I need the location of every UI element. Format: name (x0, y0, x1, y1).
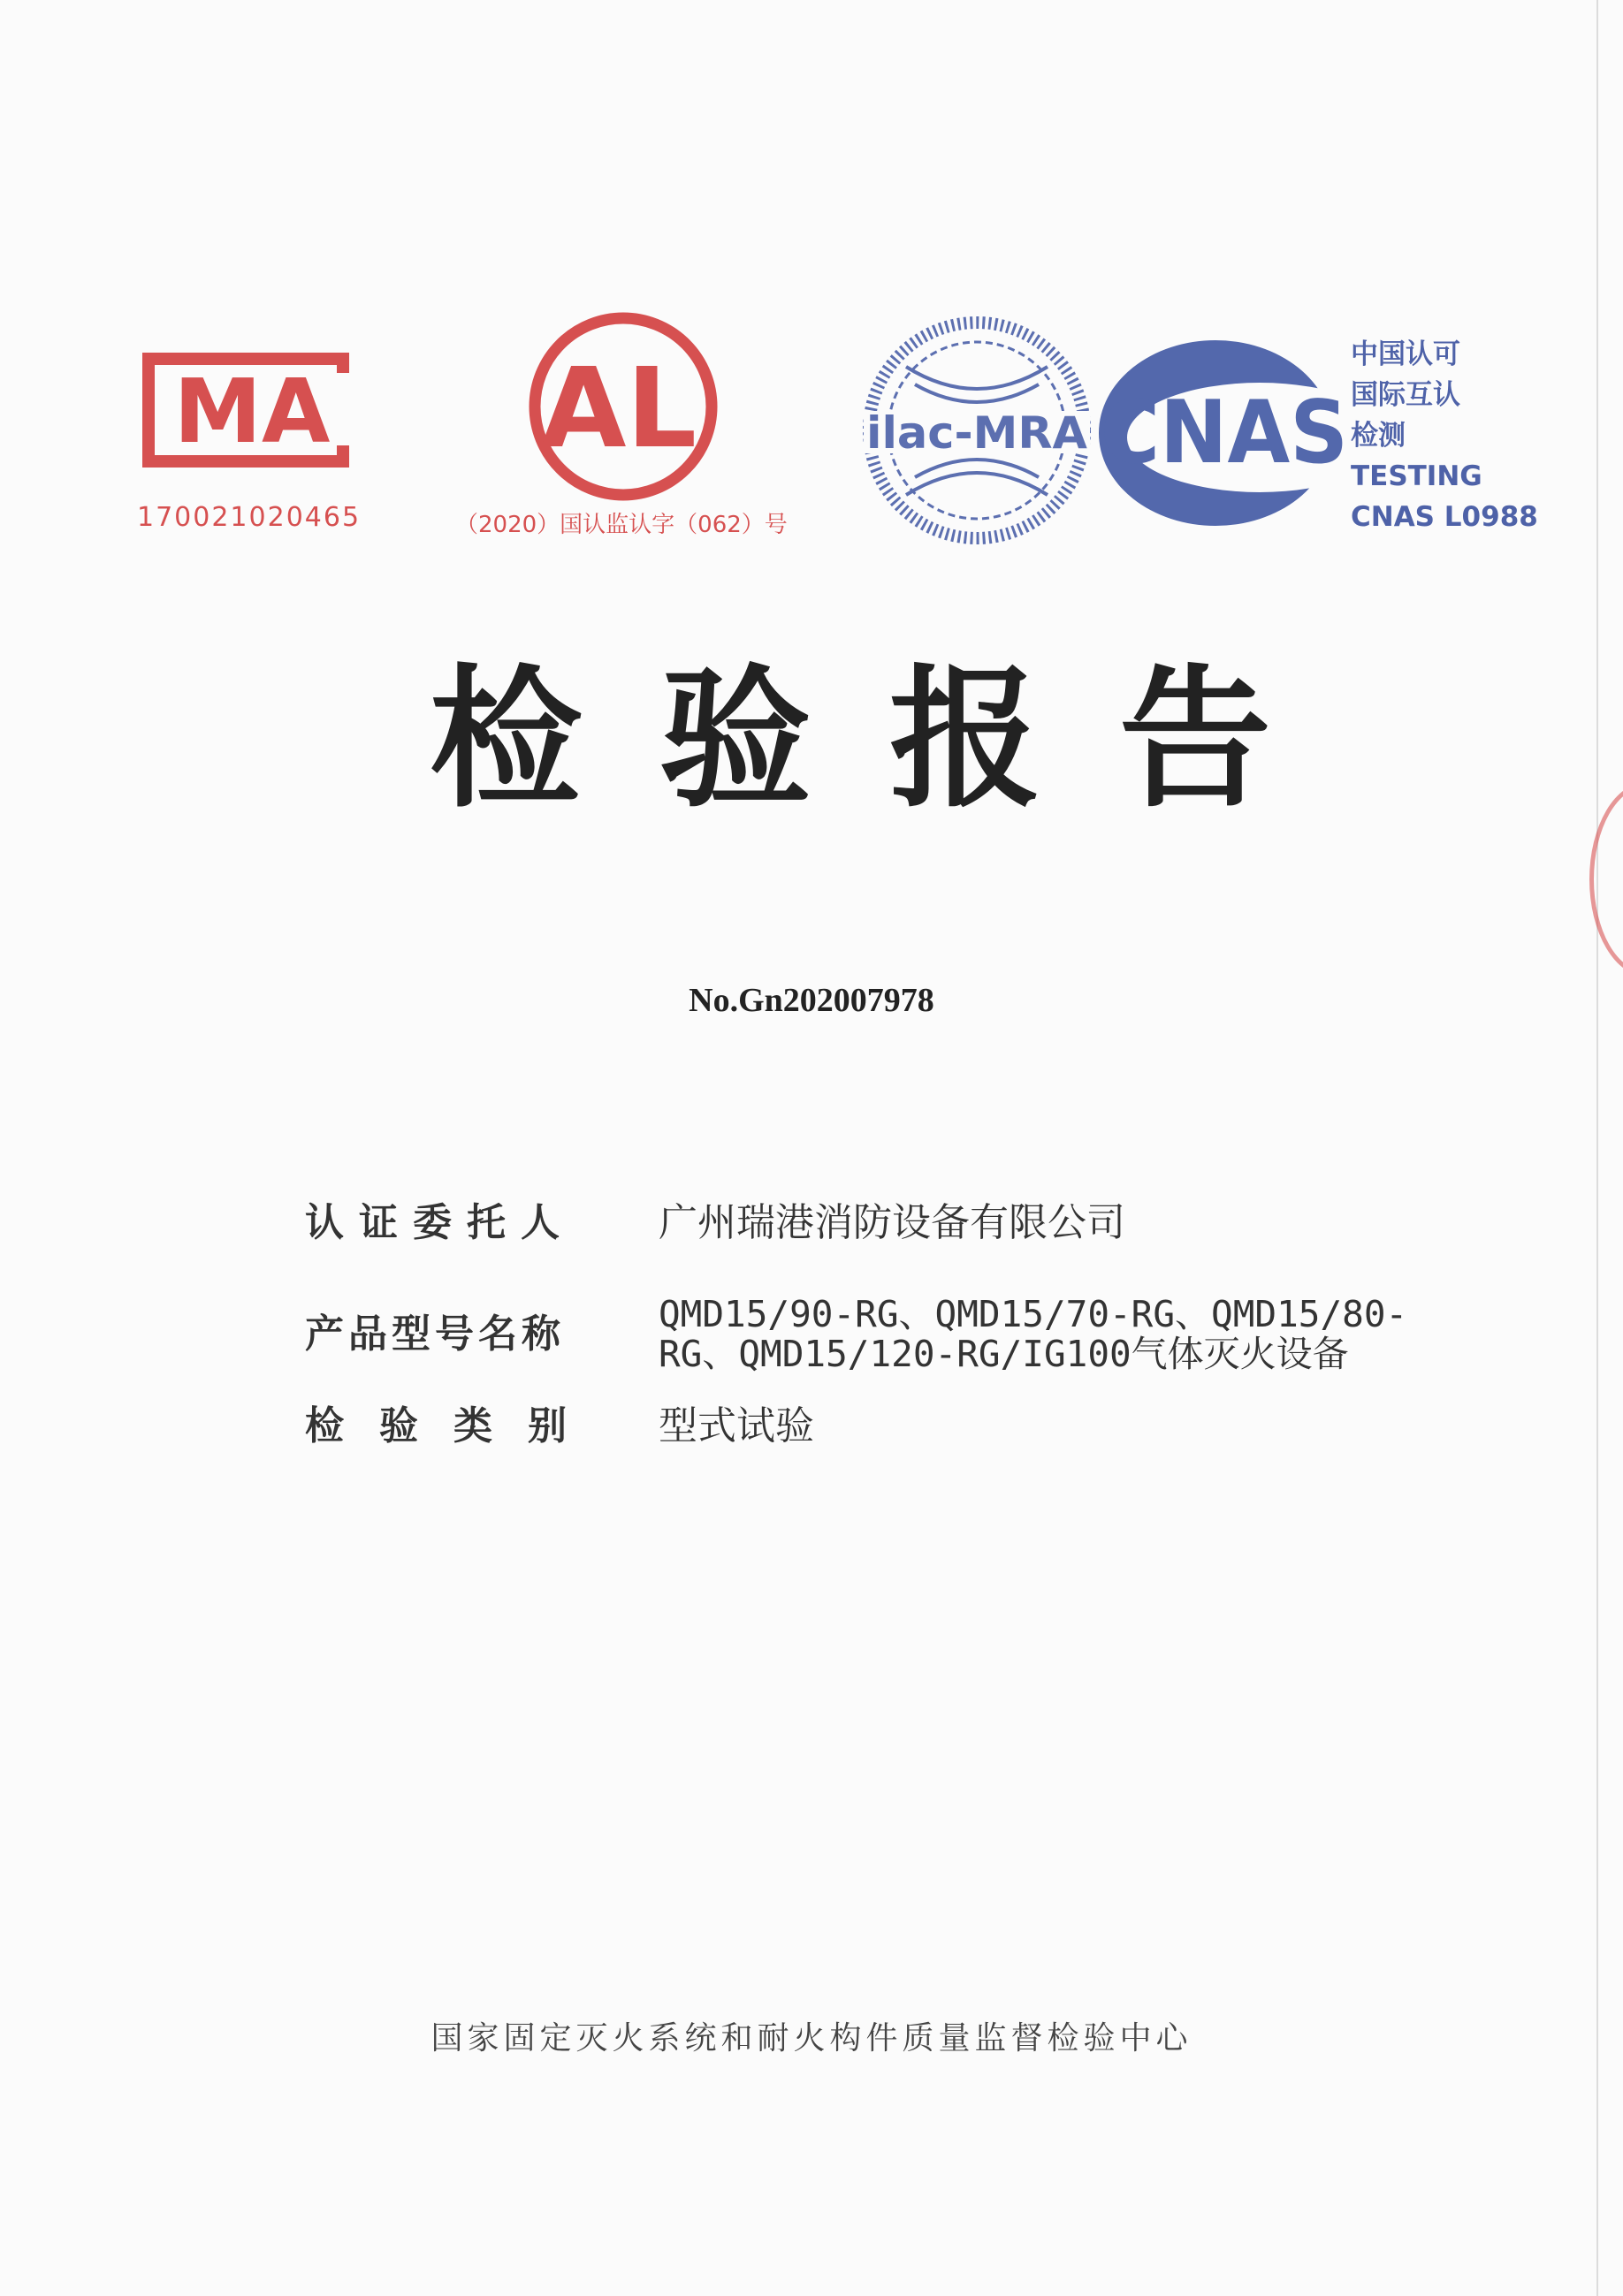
page-title: 检验报告 (430, 650, 1349, 828)
client-label: 认证委托人 (305, 1200, 575, 1245)
issuing-organization: 国家固定灭火系统和耐火构件质量监督检验中心 (431, 2020, 1192, 2057)
product-value-line: RG、QMD15/120-RG/IG100气体灭火设备 (659, 1333, 1349, 1376)
al-logo (513, 305, 734, 508)
inspection-type-value: 型式试验 (659, 1403, 814, 1448)
product-value-line: QMD15/90-RG、QMD15/70-RG、QMD15/80- (659, 1293, 1408, 1335)
svg-text:MA: MA (173, 360, 331, 463)
product-label: 产品型号名称 (305, 1311, 565, 1357)
svg-text:ilac-MRA: ilac-MRA (866, 407, 1088, 459)
inspection-type-label: 检验类别 (305, 1403, 602, 1448)
cnas-accreditation-text (1351, 334, 1538, 537)
cma-logo (133, 346, 380, 501)
cnas-text-line: 国际互认 (1351, 379, 1460, 411)
svg-text:AL: AL (540, 345, 697, 473)
cnas-text-line: TESTING (1351, 460, 1482, 492)
cma-number: 170021020465 (137, 502, 362, 533)
page-edge-line (1596, 0, 1598, 2296)
info-row-product (305, 1295, 1534, 1374)
client-value: 广州瑞港消防设备有限公司 (659, 1200, 1125, 1245)
ilac-mra-logo (862, 314, 1092, 548)
info-row-client (305, 1200, 1534, 1247)
cnas-logo (1092, 331, 1348, 535)
cnas-text-line: CNAS L0988 (1351, 501, 1538, 533)
svg-text:CNAS: CNAS (1101, 383, 1348, 483)
al-accreditation-number: （2020）国认监认字（062）号 (455, 512, 788, 538)
report-number: No.Gn202007978 (689, 982, 934, 1019)
cnas-text-line: 检测 (1351, 420, 1406, 452)
product-value (659, 1295, 1534, 1374)
cnas-text-line: 中国认可 (1351, 338, 1460, 370)
info-row-inspection-type (305, 1403, 1534, 1450)
